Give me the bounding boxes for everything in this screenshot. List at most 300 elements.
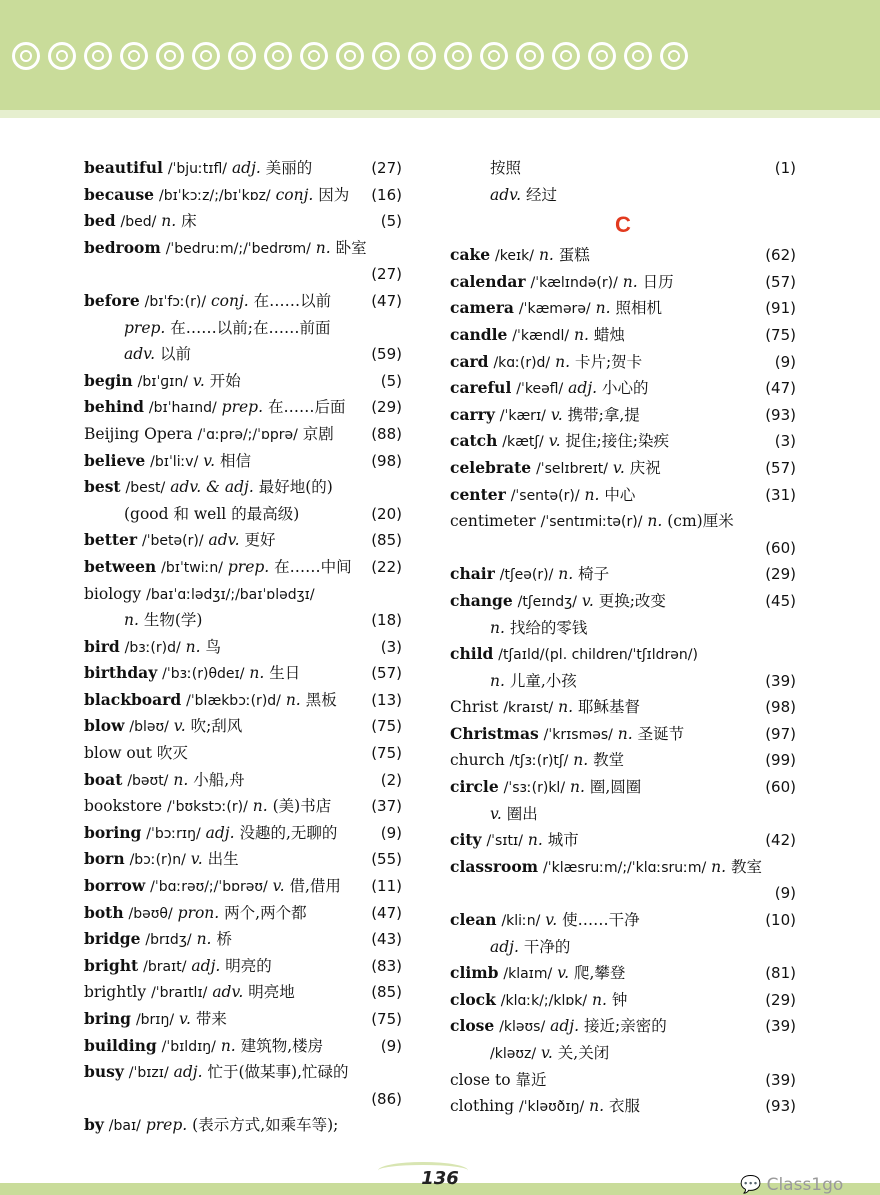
entry-page-ref: (5): [380, 371, 402, 390]
entry-part-of-speech: v.: [192, 371, 205, 390]
entry-page-ref: (75): [371, 744, 402, 763]
entry-page-ref: (39): [765, 1017, 796, 1036]
entry-part-of-speech: n.: [555, 352, 571, 371]
entry-definition: 爬,攀登: [573, 964, 626, 983]
entry-pronunciation: /bɪˈfɔː(r)/: [144, 293, 207, 310]
entry-word: Beijing Opera: [84, 424, 193, 443]
entry-page-ref: (88): [371, 424, 402, 443]
entry-definition: 没趣的,无聊的: [239, 823, 338, 842]
dictionary-entry: [450, 774, 796, 801]
watermark: [740, 1175, 843, 1195]
entry-word: close to: [450, 1070, 511, 1089]
dictionary-entry: [84, 767, 402, 794]
entry-definition: 日历: [642, 272, 674, 291]
entry-page-ref: (47): [765, 379, 796, 398]
entry-part-of-speech: conj.: [275, 185, 314, 204]
entry-part-of-speech: v.: [272, 877, 285, 896]
entry-word: bright: [84, 955, 139, 975]
entry-part-of-speech: n.: [220, 1036, 236, 1055]
entry-pronunciation: /ˈkləʊðɪŋ/: [518, 1099, 585, 1116]
entry-definition: 使……干净: [562, 911, 640, 930]
entry-definition: 照相机: [615, 299, 662, 318]
dictionary-entry: [84, 926, 402, 953]
entry-definition: 靠近: [515, 1070, 547, 1089]
entry-word: church: [450, 751, 505, 770]
entry-definition: 以前: [159, 345, 191, 364]
entry-definition: 开始: [209, 371, 241, 390]
entry-word: beautiful: [84, 158, 163, 177]
ring-ornament-icon: [516, 42, 544, 70]
entry-pronunciation: /ˈbɜː(r)θdeɪ/: [162, 666, 245, 683]
dictionary-entry: [450, 880, 796, 907]
entry-page-ref: (85): [371, 531, 402, 550]
entry-page-ref: (45): [765, 591, 796, 610]
entry-pronunciation: /ˈkændl/: [512, 327, 570, 344]
entry-pronunciation: /kliːn/: [501, 913, 541, 930]
dictionary-entry: [450, 155, 796, 182]
entry-word: bridge: [84, 929, 141, 949]
entry-pronunciation: /bəʊθ/: [128, 905, 173, 922]
entry-part-of-speech: n.: [647, 512, 663, 531]
entry-definition: 圈出: [506, 804, 538, 823]
entry-word: camera: [450, 298, 514, 318]
entry-pronunciation: /bɪˈliːv/: [150, 453, 199, 470]
entry-word: bedroom: [84, 237, 161, 257]
entry-part-of-speech: n.: [538, 246, 554, 265]
entry-definition: 更好: [244, 531, 276, 550]
entry-pronunciation: /ˈbɪzɪ/: [128, 1065, 169, 1082]
entry-pronunciation: /brɪdʒ/: [145, 932, 192, 949]
entry-page-ref: (85): [371, 983, 402, 1002]
entry-part-of-speech: n.: [124, 611, 139, 630]
entry-definition: 在……以前;在……前面: [170, 318, 331, 337]
entry-word: carry: [450, 404, 495, 424]
dictionary-entry: [450, 668, 796, 695]
entry-part-of-speech: v.: [612, 458, 625, 477]
dictionary-entry: [84, 235, 402, 262]
entry-definition: (good 和 well 的最高级): [124, 504, 300, 523]
dictionary-entry: [84, 448, 402, 475]
entry-page-ref: (20): [371, 504, 402, 523]
entry-page-ref: (18): [371, 611, 402, 630]
header-band: [0, 0, 880, 110]
entry-pronunciation: /kraɪst/: [503, 700, 554, 717]
dictionary-entry: [84, 527, 402, 554]
entry-page-ref: (81): [765, 964, 796, 983]
dictionary-entry: [450, 1093, 796, 1120]
entry-part-of-speech: adj.: [490, 937, 519, 956]
entry-definition: 城市: [547, 831, 579, 850]
ring-ornament-icon: [444, 42, 472, 70]
dictionary-entry: [450, 242, 796, 269]
entry-word: better: [84, 530, 138, 550]
entry-page-ref: (47): [371, 903, 402, 922]
dictionary-entry: [450, 269, 796, 296]
dictionary-entry: [84, 288, 402, 315]
entry-word: bring: [84, 1009, 131, 1028]
entry-word: borrow: [84, 876, 146, 896]
entry-definition: 忙于(做某事),忙碌的: [207, 1063, 349, 1082]
entry-part-of-speech: n.: [161, 212, 177, 231]
entry-part-of-speech: v.: [190, 850, 203, 869]
entry-word: born: [84, 849, 125, 869]
entry-definition: 京剧: [302, 424, 334, 443]
entry-part-of-speech: n.: [592, 990, 607, 1009]
entry-definition: 儿童,小孩: [509, 671, 577, 690]
entry-pronunciation: /tʃeə(r)/: [499, 567, 554, 584]
entry-word: classroom: [450, 856, 539, 876]
entry-pronunciation: /ˈkrɪsməs/: [543, 726, 613, 743]
dictionary-entry: [450, 641, 796, 668]
dictionary-entry: [450, 854, 796, 881]
ring-ornament-icon: [228, 42, 256, 70]
entry-part-of-speech: adj.: [231, 159, 261, 177]
dictionary-entry: [84, 634, 402, 661]
dictionary-entry: [84, 740, 402, 767]
dictionary-entry: [84, 1086, 402, 1113]
entry-pronunciation: /ˈbetə(r)/: [141, 533, 204, 550]
entry-page-ref: (57): [765, 272, 796, 291]
entry-part-of-speech: v.: [581, 591, 594, 610]
entry-pronunciation: /ˈkæmərə/: [518, 301, 591, 318]
entry-part-of-speech: v.: [179, 1010, 191, 1028]
entry-page-ref: (62): [765, 246, 796, 265]
entry-pronunciation: /kɑː(r)d/: [493, 354, 551, 371]
entry-pronunciation: /ˈkælɪndə(r)/: [530, 274, 618, 291]
entry-word: clean: [450, 910, 497, 930]
ring-ornament-icon: [156, 42, 184, 70]
dictionary-entry: [84, 1059, 402, 1086]
dictionary-entry: [450, 960, 796, 987]
entry-definition: 生日: [269, 664, 301, 683]
entry-word: busy: [84, 1062, 124, 1082]
entry-word: Christ: [450, 698, 499, 717]
entry-page-ref: (47): [371, 291, 402, 310]
entry-part-of-speech: v.: [203, 451, 216, 470]
dictionary-entry: [84, 421, 402, 448]
entry-page-ref: (59): [371, 345, 402, 364]
dictionary-entry: [84, 474, 402, 501]
entry-page-ref: (86): [371, 1089, 402, 1108]
entry-part-of-speech: n.: [249, 664, 265, 683]
entry-definition: 关,关闭: [557, 1044, 610, 1062]
entry-pronunciation: /ˈbɑːrəʊ/;/ˈbɒrəʊ/: [150, 879, 268, 896]
dictionary-entry: [84, 713, 402, 740]
entry-part-of-speech: n.: [315, 238, 331, 257]
entry-definition: (表示方式,如乘车等);: [192, 1116, 339, 1135]
entry-pronunciation: /best/: [125, 480, 166, 497]
entry-word: biology: [84, 584, 142, 603]
entry-word: by: [84, 1115, 104, 1135]
ring-ornament-icon: [408, 42, 436, 70]
dictionary-entry: [450, 561, 796, 588]
entry-word: blow out: [84, 744, 152, 763]
entry-definition: 建筑物,楼房: [240, 1036, 324, 1055]
entry-definition: 圈,圆圈: [589, 778, 642, 797]
dictionary-entry: [84, 873, 402, 900]
entry-part-of-speech: prep.: [124, 318, 166, 337]
entry-word: begin: [84, 370, 133, 390]
entry-definition: 蜡烛: [593, 325, 625, 344]
entry-word: boat: [84, 769, 123, 789]
entry-definition: 相信: [220, 451, 252, 470]
entry-page-ref: (75): [371, 717, 402, 736]
entry-definition: 接近;亲密的: [583, 1017, 667, 1036]
entry-definition: 明亮地: [248, 983, 295, 1002]
entry-part-of-speech: n.: [185, 637, 201, 656]
dictionary-entry: [450, 349, 796, 376]
entry-part-of-speech: v.: [557, 964, 570, 983]
entry-word: bird: [84, 636, 120, 656]
entry-pronunciation: /ˈbedruːm/;/ˈbedrʊm/: [165, 240, 311, 257]
entry-definition: 借,借用: [289, 877, 341, 896]
entry-part-of-speech: n.: [584, 485, 600, 504]
entry-pronunciation: /ˈselɪbreɪt/: [536, 460, 608, 477]
dictionary-entry: [84, 687, 402, 714]
entry-page-ref: (57): [765, 458, 796, 477]
dictionary-entry: [84, 846, 402, 873]
entry-part-of-speech: v.: [545, 911, 558, 930]
entry-page-ref: (43): [371, 930, 402, 949]
entry-word: child: [450, 644, 494, 664]
entry-pronunciation: /ˈbɔːrɪŋ/: [146, 825, 201, 842]
entry-pronunciation: /tʃɜː(r)tʃ/: [509, 753, 569, 770]
dictionary-entry: [84, 660, 402, 687]
entry-definition: 圣诞节: [637, 724, 685, 743]
entry-part-of-speech: adj.: [550, 1017, 580, 1036]
entry-pronunciation: /ˈsɜː(r)kl/: [503, 780, 566, 797]
section-letter: C: [615, 212, 631, 238]
dictionary-entry: [84, 900, 402, 927]
left-column: [84, 155, 402, 1139]
entry-pronunciation: /kætʃ/: [502, 434, 544, 451]
entry-page-ref: (93): [765, 405, 796, 424]
dictionary-entry: [450, 182, 796, 209]
watermark-text: Class1go: [766, 1175, 844, 1195]
entry-page-ref: (99): [765, 751, 796, 770]
entry-page-ref: (42): [765, 831, 796, 850]
entry-definition: (美)书店: [272, 797, 332, 816]
entry-page-ref: (60): [765, 538, 796, 557]
entry-definition: 耶稣基督: [578, 698, 641, 717]
entry-definition: 找给的零钱: [509, 618, 588, 637]
entry-part-of-speech: adj.: [191, 956, 221, 975]
entry-definition: 鸟: [205, 637, 222, 656]
dictionary-entry: [450, 987, 796, 1014]
entry-word: celebrate: [450, 457, 532, 477]
dictionary-entry: [450, 508, 796, 535]
entry-part-of-speech: n.: [527, 831, 543, 850]
entry-pronunciation: /ˈbraɪtlɪ/: [151, 985, 208, 1002]
entry-pronunciation: /keɪk/: [495, 248, 534, 265]
ring-ornament-icon: [480, 42, 508, 70]
entry-page-ref: (9): [380, 823, 402, 842]
entry-word: climb: [450, 963, 499, 983]
entry-page-ref: (13): [371, 690, 402, 709]
entry-word: boring: [84, 822, 142, 842]
dictionary-entry: [450, 455, 796, 482]
dictionary-entry: [84, 315, 402, 342]
dictionary-entry: [84, 341, 402, 368]
entry-part-of-speech: v.: [173, 717, 186, 736]
entry-word: bed: [84, 211, 116, 231]
dictionary-entry: [450, 1040, 796, 1067]
dictionary-entry: [84, 793, 402, 820]
entry-part-of-speech: adv.: [124, 345, 156, 364]
entry-part-of-speech: adj.: [568, 379, 598, 398]
dictionary-entry: [450, 694, 796, 721]
entry-part-of-speech: v.: [540, 1044, 553, 1062]
ring-ornament-icon: [300, 42, 328, 70]
entry-definition: 干净的: [523, 937, 571, 956]
entry-definition: 小船,舟: [193, 770, 245, 789]
entry-pronunciation: /bɪˈtwiːn/: [161, 559, 223, 576]
entry-pronunciation: /ˈkeəfl/: [516, 381, 564, 398]
entry-definition: 教室: [731, 857, 763, 876]
entry-page-ref: (29): [765, 990, 796, 1009]
entry-word: Christmas: [450, 723, 539, 743]
dictionary-entry: [450, 721, 796, 748]
entry-pronunciation: /bɪˈhaɪnd/: [148, 400, 217, 417]
dictionary-entry: [84, 820, 402, 847]
ring-ornament-icon: [12, 42, 40, 70]
dictionary-entry: [84, 208, 402, 235]
ring-ornament-icon: [552, 42, 580, 70]
dictionary-entry: [450, 375, 796, 402]
entry-definition: 小心的: [602, 379, 649, 398]
entry-word: birthday: [84, 663, 158, 683]
dictionary-entry: [84, 1112, 402, 1139]
ring-ornament-icon: [48, 42, 76, 70]
entry-pronunciation: /klɑːk/;/klɒk/: [500, 992, 588, 1009]
entry-part-of-speech: v.: [550, 405, 563, 424]
dictionary-entry: [450, 615, 796, 642]
entry-page-ref: (55): [371, 850, 402, 869]
dictionary-entry: [450, 801, 796, 828]
entry-pronunciation: /ˈsɪtɪ/: [486, 833, 523, 850]
dictionary-entry: [450, 1067, 796, 1094]
entry-page-ref: (75): [765, 325, 796, 344]
entry-part-of-speech: conj.: [211, 291, 249, 310]
entry-page-ref: (2): [380, 770, 402, 789]
entry-page-ref: (31): [765, 485, 796, 504]
entry-definition: 按照: [490, 159, 522, 177]
entry-pronunciation: /bɪˈɡɪn/: [137, 373, 188, 390]
entry-page-ref: (3): [380, 637, 402, 656]
entry-page-ref: (5): [380, 212, 402, 231]
entry-definition: 吹灭: [156, 744, 188, 763]
entry-pronunciation: /ˈklæsruːm/;/ˈklɑːsruːm/: [543, 859, 707, 876]
entry-page-ref: (9): [774, 884, 796, 903]
entry-definition: (cm)厘米: [667, 512, 734, 531]
entry-pronunciation: /bləʊ/: [129, 719, 169, 736]
entry-part-of-speech: adv.: [490, 185, 522, 204]
entry-part-of-speech: prep.: [145, 1116, 188, 1135]
entry-part-of-speech: pron.: [177, 903, 220, 922]
entry-pronunciation: /bed/: [120, 214, 157, 231]
entry-part-of-speech: adv. & adj.: [170, 478, 254, 497]
entry-definition: 中心: [604, 485, 636, 504]
entry-definition: 在……中间: [274, 557, 352, 576]
entry-pronunciation: /ˈbjuːtɪfl/: [167, 161, 227, 177]
entry-pronunciation: /baɪ/: [108, 1118, 141, 1135]
entry-page-ref: (97): [765, 724, 796, 743]
entry-word: clothing: [450, 1097, 515, 1116]
dictionary-entry: [450, 907, 796, 934]
entry-definition: 携带;拿,提: [567, 405, 640, 424]
entry-pronunciation: /bɔː(r)n/: [129, 852, 186, 869]
entry-definition: 在……后面: [267, 398, 346, 417]
entry-word: close: [450, 1016, 495, 1036]
entry-page-ref: (98): [371, 451, 402, 470]
entry-word: before: [84, 290, 140, 310]
entry-part-of-speech: adj.: [173, 1063, 203, 1082]
entry-page-ref: (3): [774, 432, 796, 451]
entry-definition: 最好地(的): [258, 478, 333, 497]
entry-part-of-speech: n.: [589, 1097, 605, 1116]
dictionary-entry: [84, 368, 402, 395]
entry-definition: 捉住;接住;染疾: [565, 432, 669, 451]
dictionary-entry: [84, 261, 402, 288]
entry-part-of-speech: adv.: [208, 531, 240, 550]
ring-ornament-icon: [660, 42, 688, 70]
entry-word: centimeter: [450, 512, 536, 531]
ring-ornament-icon: [588, 42, 616, 70]
entry-word: building: [84, 1035, 157, 1055]
entry-word: because: [84, 184, 155, 204]
dictionary-entry: [84, 155, 402, 182]
entry-pronunciation: /klaɪm/: [503, 966, 553, 983]
entry-pronunciation: /brɪŋ/: [135, 1012, 175, 1028]
entry-pronunciation: /ˈsentə(r)/: [510, 487, 580, 504]
ring-ornament-icon: [84, 42, 112, 70]
dictionary-entry: [84, 607, 402, 634]
entry-page-ref: (93): [765, 1097, 796, 1116]
dictionary-entry: [84, 554, 402, 581]
dictionary-entry: [450, 482, 796, 509]
entry-definition: 钟: [611, 990, 628, 1009]
entry-part-of-speech: adj.: [205, 823, 235, 842]
dictionary-entry: [450, 322, 796, 349]
entry-page-ref: (29): [371, 398, 402, 417]
entry-word: chair: [450, 564, 495, 584]
entry-definition: 在……以前: [253, 291, 332, 310]
entry-word: catch: [450, 431, 498, 451]
entry-word: blackboard: [84, 689, 182, 709]
entry-word: circle: [450, 777, 499, 797]
entry-pronunciation: /ˈblækbɔː(r)d/: [186, 692, 281, 709]
entry-pronunciation: /kləʊs/: [499, 1019, 546, 1036]
ring-ornament-icon: [120, 42, 148, 70]
entry-definition: 因为: [318, 185, 350, 204]
dictionary-entry: [84, 1006, 402, 1033]
entry-page-ref: (9): [380, 1036, 402, 1055]
entry-definition: 更换;改变: [598, 591, 666, 610]
entry-part-of-speech: prep.: [227, 557, 270, 576]
entry-word: city: [450, 830, 482, 850]
entry-part-of-speech: n.: [573, 751, 589, 770]
entry-page-ref: (29): [765, 565, 796, 584]
entry-definition: 椅子: [578, 565, 610, 584]
entry-page-ref: (22): [371, 557, 402, 576]
header-divider: [0, 110, 880, 118]
entry-word: cake: [450, 245, 491, 265]
entry-definition: 生物(学): [143, 611, 203, 630]
dictionary-entry: [84, 1033, 402, 1060]
entry-word: change: [450, 590, 513, 610]
dictionary-entry: [84, 182, 402, 209]
right-column: [450, 155, 796, 1120]
